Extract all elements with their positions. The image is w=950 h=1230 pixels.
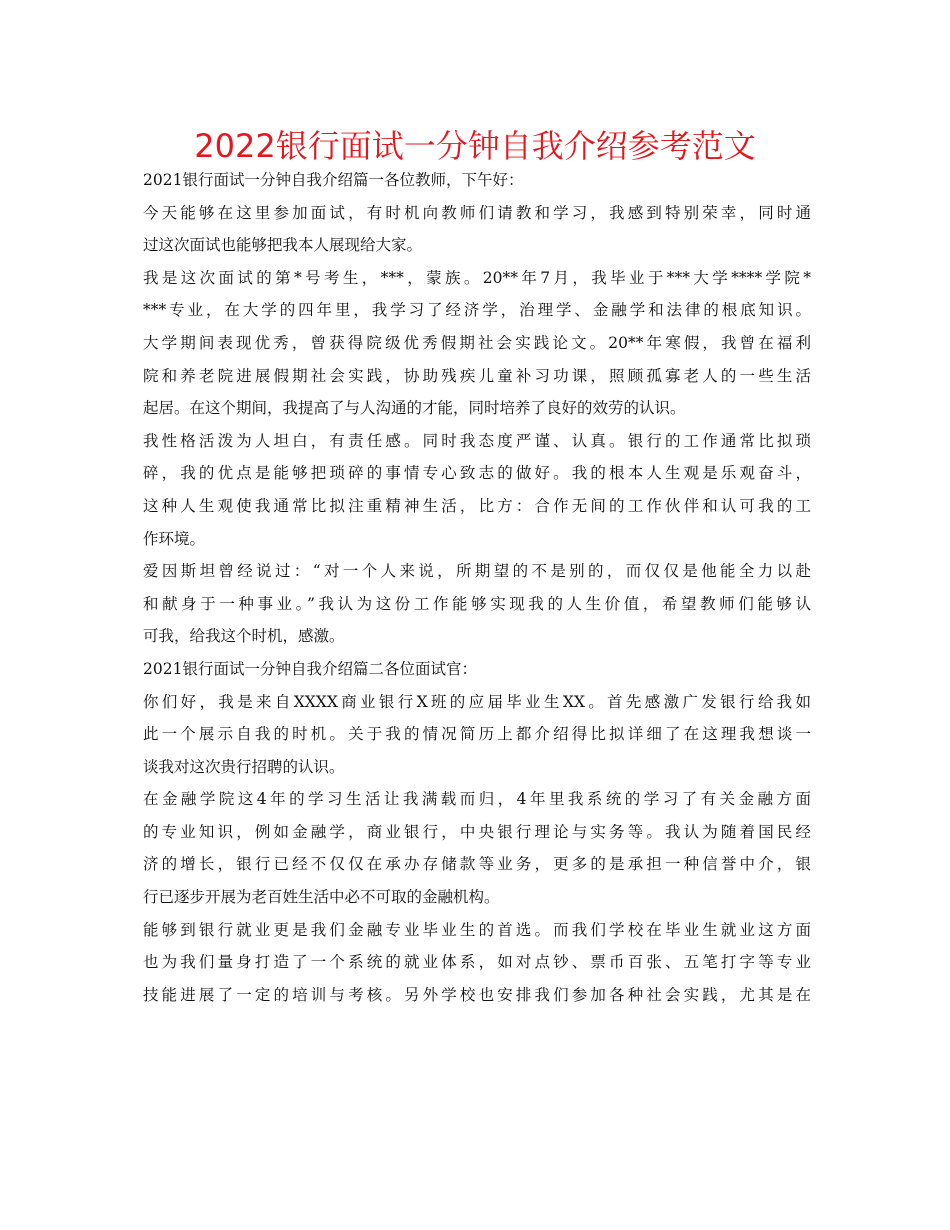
document-body xyxy=(143,164,811,1011)
text-line: 2021银行面试一分钟自我介绍篇一各位教师，下午好： xyxy=(143,171,524,189)
text-line: 我性格活泼为人坦白，有责任感。同时我态度严谨、认真。银行的工作通常比拟琐 xyxy=(143,431,811,450)
text-line: 此一个展示自我的时机。关于我的情况简历上都介绍得比拟详细了在这理我想谈一 xyxy=(143,725,811,744)
text-line: 今天能够在这里参加面试，有时机向教师们请教和学习，我感到特别荣幸，同时通 xyxy=(143,203,811,222)
text-line: 的专业知识，例如金融学，商业银行，中央银行理论与实务等。我认为随着国民经 xyxy=(143,822,811,841)
text-line: 你们好，我是来自XXXX商业银行X班的应届毕业生XX。首先感激广发银行给我如 xyxy=(143,692,811,711)
text-line: 可我，给我这个时机，感激。 xyxy=(143,627,345,646)
text-line: 行已逐步开展为老百姓生活中必不可取的金融机构。 xyxy=(143,888,500,907)
text-line: 爱因斯坦曾经说过：“对一个人来说，所期望的不是别的，而仅仅是他能全力以赴 xyxy=(143,562,811,581)
text-line: 也为我们量身打造了一个系统的就业体系，如对点钞、票币百张、五笔打字等专业 xyxy=(143,953,811,972)
document-title: 2022银行面试一分钟自我介绍参考范文 xyxy=(194,127,756,165)
text-line: 济的增长，银行已经不仅仅在承办存储款等业务，更多的是承担一种信誉中介，银 xyxy=(143,855,811,874)
text-line: 和献身于一种事业。”我认为这份工作能够实现我的人生价值，希望教师们能够认 xyxy=(143,594,811,613)
text-line: 能够到银行就业更是我们金融专业毕业生的首选。而我们学校在毕业生就业这方面 xyxy=(143,920,811,939)
text-line: 作环境。 xyxy=(143,529,206,548)
text-line: 起居。在这个期间，我提高了与人沟通的才能，同时培养了良好的效劳的认识。 xyxy=(143,399,686,418)
text-line: 过这次面试也能够把我本人展现给大家。 xyxy=(143,236,423,255)
text-line: 碎，我的优点是能够把琐碎的事情专心致志的做好。我的根本人生观是乐观奋斗， xyxy=(143,464,811,483)
text-line: ***专业，在大学的四年里，我学习了经济学，治理学、金融学和法律的根底知识。 xyxy=(143,301,811,320)
text-line: 我是这次面试的第*号考生，***，蒙族。20**年7月，我毕业于***大学****学院* xyxy=(143,268,811,287)
text-line: 谈我对这次贵行招聘的认识。 xyxy=(143,757,345,776)
text-line: 大学期间表现优秀，曾获得院级优秀假期社会实践论文。20**年寒假，我曾在福利 xyxy=(143,333,811,352)
text-line: 院和养老院进展假期社会实践，协助残疾儿童补习功课，照顾孤寡老人的一些生活 xyxy=(143,366,811,385)
text-line: 这种人生观使我通常比拟注重精神生活，比方：合作无间的工作伙伴和认可我的工 xyxy=(143,496,811,515)
text-line: 在金融学院这4年的学习生活让我满载而归，4年里我系统的学习了有关金融方面 xyxy=(143,790,811,809)
text-line: 2021银行面试一分钟自我介绍篇二各位面试官： xyxy=(143,659,477,678)
text-line: 技能进展了一定的培训与考核。另外学校也安排我们参加各种社会实践，尤其是在 xyxy=(143,985,811,1004)
